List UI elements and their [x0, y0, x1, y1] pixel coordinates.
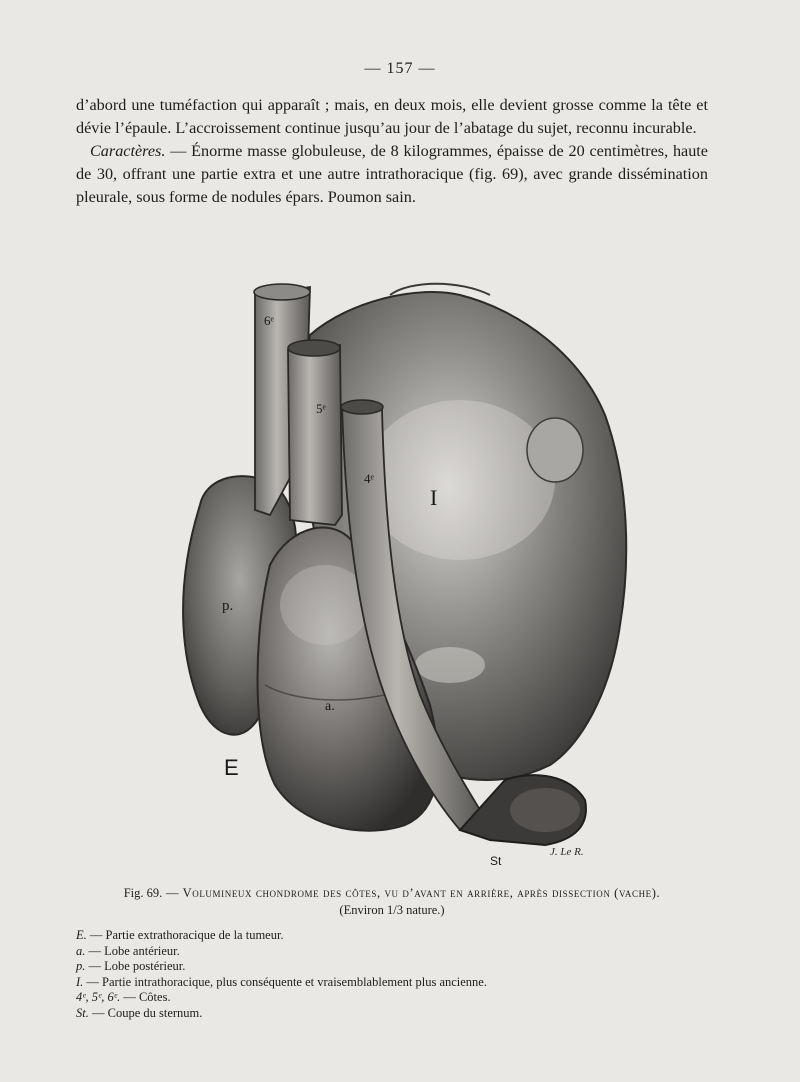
artist-signature: J. Le R.: [550, 846, 584, 858]
legend-item: [76, 944, 676, 960]
page-number: — 157 —: [364, 60, 436, 77]
figure-legend: [76, 928, 676, 1022]
illustration-svg: [160, 265, 640, 875]
legend-text: — Partie extrathoracique de la tumeur.: [86, 928, 284, 942]
legend-key: 4ᵉ, 5ᵉ, 6ᵉ.: [76, 990, 121, 1005]
rib-5: [288, 345, 342, 525]
legend-text: — Côtes.: [120, 990, 171, 1005]
legend-text: — Lobe postérieur.: [85, 959, 186, 974]
body-text: [76, 94, 708, 209]
label-sternum: St: [490, 854, 502, 868]
paragraph-2: [76, 140, 708, 209]
label-rib-5: 5ᵉ: [316, 401, 326, 416]
caption-line-1: [76, 885, 708, 902]
label-rib-6: 6ᵉ: [264, 313, 274, 328]
figure-caption: [76, 885, 708, 919]
label-posterior: p.: [222, 598, 234, 614]
caption-scale: (Environ 1/3 nature.): [339, 903, 445, 917]
legend-key: E.: [76, 928, 87, 942]
legend-key: p.: [76, 959, 86, 974]
label-intrathoracic: I: [430, 485, 438, 510]
label-anterior: a.: [325, 699, 335, 714]
paragraph-1: d’abord une tuméfaction qui apparaît ; mais, en deux mois, elle devient grosse comme la tête et dévie l’épaule. L’accroissement continue jusqu’au jour de l’abatage du sujet, reconnu incurable.: [76, 96, 708, 137]
paragraph-2-text: — Énorme masse globuleuse, de 8 kilogrammes, épaisse de 20 centimètres, haute de 30, offrant une partie extra et une autre intrathoracique (fig. 69), avec grande dissémination pleurale, sous forme de nodules épars. Poumon sain.: [76, 142, 708, 206]
legend-item: [76, 959, 676, 975]
chondroma-illustration: [160, 265, 640, 875]
legend-key: a.: [76, 943, 86, 958]
legend-item: [76, 975, 676, 991]
caption-fig-number: Fig. 69.: [123, 886, 163, 900]
paragraph-2-lead: Caractères.: [90, 142, 166, 160]
legend-text: — Partie intrathoracique, plus conséquente et vraisemblablement plus ancienne.: [83, 974, 487, 989]
caption-title: — Volumineux chondrome des côtes, vu d’avant en arrière, après dissection (vache).: [162, 886, 661, 900]
legend-item: [76, 928, 676, 944]
legend-item: [76, 1006, 676, 1022]
legend-text: — Lobe antérieur.: [85, 943, 180, 958]
legend-item: [76, 990, 676, 1006]
legend-key: St.: [76, 1005, 89, 1020]
legend-text: — Coupe du sternum.: [88, 1005, 203, 1020]
label-extrathoracic: E: [224, 755, 239, 780]
label-rib-4: 4ᵉ: [364, 471, 374, 486]
legend-key: I.: [76, 974, 84, 989]
